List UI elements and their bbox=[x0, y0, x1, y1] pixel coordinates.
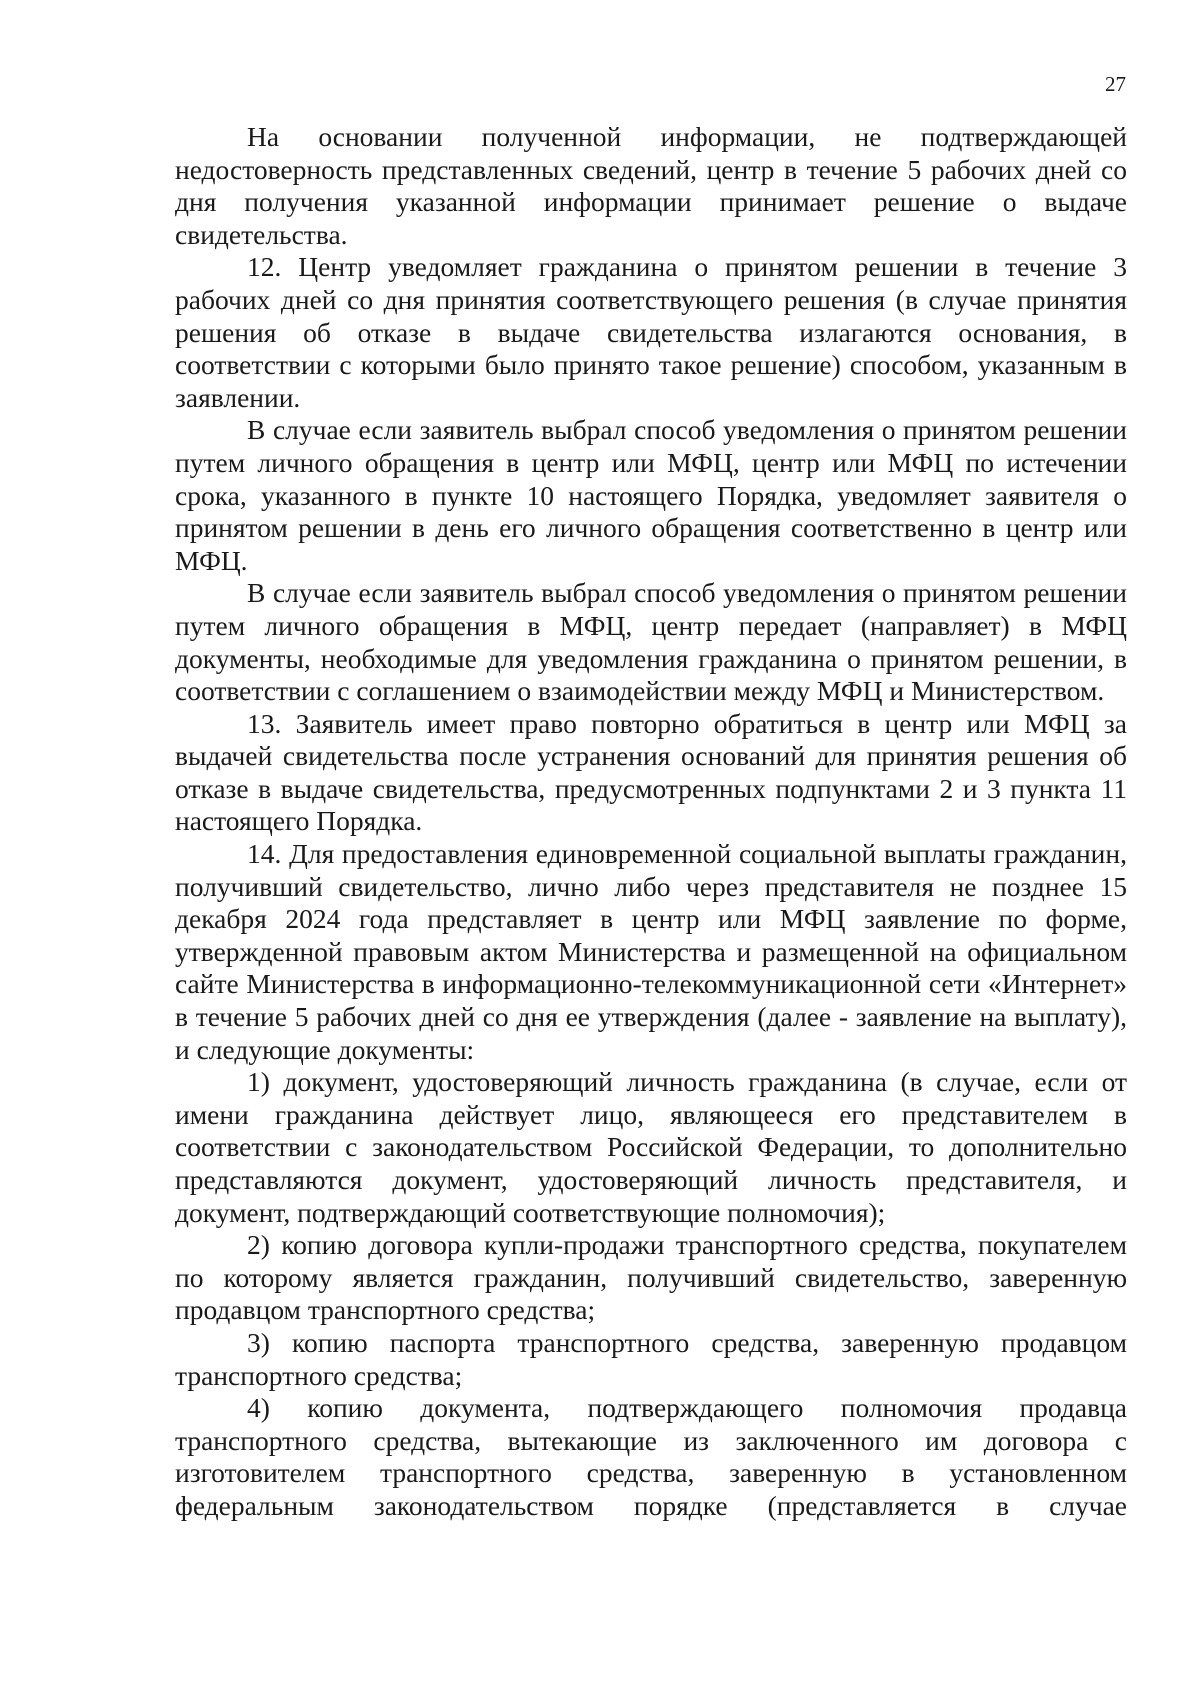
paragraph-item-14: 14. Для предоставления единовременной социальной выплаты гражданин, получивший свидетельство, лично либо через представителя не позднее 15 декабря 2024 года представляет в центр или МФЦ заявление по форме, утвержденной правовым актом Министерства и размещенной на официальном сайте Министерства в информационно-телекоммуникационной сети «Интернет» в течение 5 рабочих дней со дня ее утверждения (далее - заявление на выплату), и следующие документы: bbox=[175, 838, 1127, 1065]
list-item-3: 3) копию паспорта транспортного средства, заверенную продавцом транспортного средства; bbox=[175, 1326, 1127, 1391]
paragraph-notification-center-mfc: В случае если заявитель выбрал способ уведомления о принятом решении путем личного обращения в центр или МФЦ, центр или МФЦ по истечении срока, указанного в пункте 10 настоящего Порядка, уведомляет заявителя о принятом решении в день его личного обращения соответственно в центр или МФЦ. bbox=[175, 414, 1127, 576]
paragraph-decision-issue: На основании полученной информации, не подтверждающей недостоверность представленных сведений, центр в течение 5 рабочих дней со дня получения указанной информации принимает решение о выдаче свидетельства. bbox=[175, 121, 1127, 250]
list-item-4: 4) копию документа, подтверждающего полномочия продавца транспортного средства, вытекающие из заключенного им договора с изготовителем транспортного средства, заверенную в установленном федеральным законодательством порядке (представляется в случае bbox=[175, 1392, 1127, 1521]
page-number: 27 bbox=[1105, 72, 1126, 96]
list-item-1: 1) документ, удостоверяющий личность гражданина (в случае, если от имени гражданина действует лицо, являющееся его представителем в соответствии с законодательством Российской Федерации, то дополнительно представляются документ, удостоверяющий личность представителя, и документ, подтверждающий соответствующие полномочия); bbox=[175, 1066, 1127, 1228]
list-item-2: 2) копию договора купли-продажи транспортного средства, покупателем по которому является гражданин, получивший свидетельство, заверенную продавцом транспортного средства; bbox=[175, 1229, 1127, 1326]
paragraph-item-13: 13. Заявитель имеет право повторно обратиться в центр или МФЦ за выдачей свидетельства после устранения оснований для принятия решения об отказе в выдаче свидетельства, предусмотренных подпунктами 2 и 3 пункта 11 настоящего Порядка. bbox=[175, 707, 1127, 837]
paragraph-notification-mfc: В случае если заявитель выбрал способ уведомления о принятом решении путем личного обращения в МФЦ, центр передает (направляет) в МФЦ документы, необходимые для уведомления гражданина о принятом решении, в соответствии с соглашением о взаимодействии между МФЦ и Министерством. bbox=[175, 577, 1127, 707]
paragraph-item-12: 12. Центр уведомляет гражданина о принятом решении в течение 3 рабочих дней со дня принятия соответствующего решения (в случае принятия решения об отказе в выдаче свидетельства излагаются основания, в соответствии с которыми было принято такое решение) способом, указанным в заявлении. bbox=[175, 251, 1127, 413]
document-body bbox=[175, 121, 1127, 1523]
